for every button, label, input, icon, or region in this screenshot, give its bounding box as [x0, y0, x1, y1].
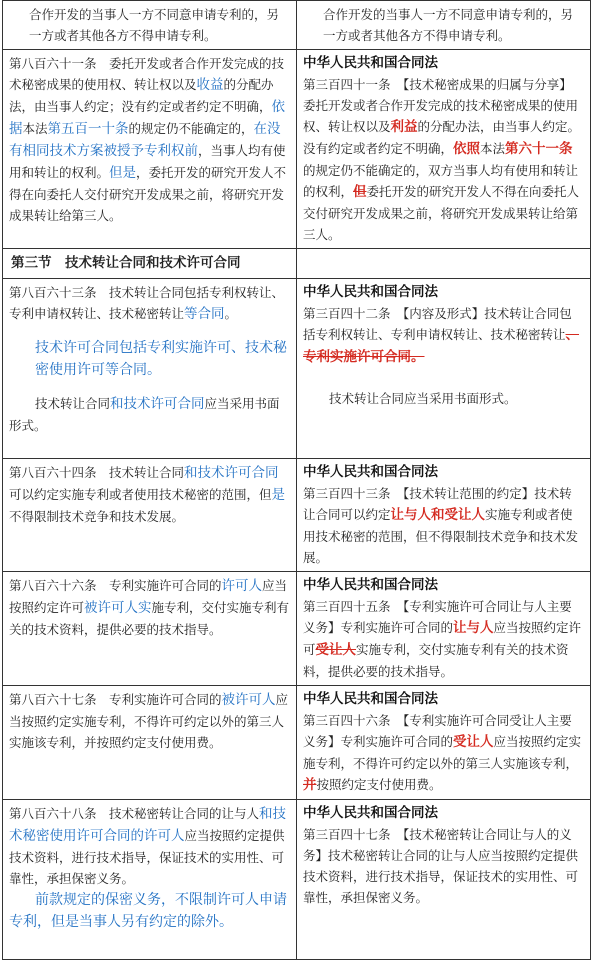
added-text: 等合同 [184, 306, 225, 322]
cell-text: 第三百四十一条 【技术秘密成果的归属与分享】委托开发或者合作开发完成的技术秘密成果的使用权、转让权以及 [303, 77, 579, 134]
deleted-text: 受让人 [315, 642, 357, 658]
added-text: 前款规定的保密义务，不限制许可人申请专利，但是当事人另有约定的除外。 [9, 892, 287, 930]
cell-text: 第三百四十三条 【技术转让范围的约定】技术转让合同可以约定 [303, 486, 572, 522]
added-text: 许可人 [221, 578, 263, 594]
law-title: 中华人民共和国合同法 [303, 691, 438, 707]
cell-text: 的分配办法，由当事人约定。没有约定或者约定不明确， [303, 119, 581, 156]
table-row [3, 572, 591, 686]
old-law-cell [297, 572, 591, 686]
cell-text: 委托开发的研究开发人不得在向委托人交付研究开发成果之前，将研究开发成果转让给第三人。 [303, 184, 580, 242]
section-row [3, 249, 591, 279]
cell-text: ，当事人均有使用和转让的权利。 [9, 143, 286, 180]
law-title: 中华人民共和国合同法 [303, 805, 438, 821]
cell-text: 第八百六十七条 专利实施许可合同的 [9, 692, 222, 707]
table-row [3, 1, 591, 50]
cell-text: 的规定仍不能确定的， [128, 121, 254, 136]
table-row [3, 279, 591, 459]
added-text: 和技术许可合同 [110, 396, 205, 412]
old-law-cell [297, 686, 591, 800]
changed-text: 第六十一条 [505, 141, 573, 157]
changed-text: 让与人 [453, 620, 494, 636]
added-text: 是 [271, 487, 286, 503]
cell-text: 按照约定支付使用费。 [316, 777, 442, 792]
table-row [3, 50, 591, 249]
old-law-cell [297, 279, 591, 459]
law-title: 中华人民共和国合同法 [303, 577, 438, 593]
old-law-cell [297, 1, 591, 50]
added-text: 收益 [196, 77, 224, 93]
added-text: 被许可人实 [84, 600, 152, 616]
new-law-cell [3, 686, 297, 800]
cell-text: 应当按照约定实施专利，不得许可约定以外的第三人实施该专利， [303, 734, 582, 771]
cell-text: 应当按照约定许可 [303, 620, 582, 657]
cell-text: 可以约定实施专利或者使用技术秘密的范围，但 [9, 487, 272, 502]
new-law-cell [3, 800, 297, 960]
old-law-cell [297, 800, 591, 960]
cell-text: 应当按照约定提供技术资料，进行技术指导，保证技术的实用性、可靠性，承担保密义务。 [9, 828, 285, 886]
cell-text: 技术转让合同 [35, 396, 111, 411]
table-row [3, 459, 591, 572]
old-law-cell [297, 50, 591, 249]
changed-text: 依照 [453, 141, 481, 157]
old-law-cell [297, 459, 591, 572]
cell-text: 第八百六十四条 技术转让合同 [9, 465, 185, 480]
table-row [3, 800, 591, 960]
new-law-cell [3, 279, 297, 459]
section-title [3, 249, 297, 279]
cell-text: 第八百六十一条 委托开发或者合作开发完成的技术秘密成果的使用权、转让权以及 [9, 56, 285, 92]
added-text: 依据 [9, 99, 286, 137]
cell-text: 应当按照约定许可 [9, 578, 288, 615]
cell-text: 第八百六十三条 技术转让合同包括专利权转让、专利申请权转让、技术秘密转让 [9, 285, 285, 321]
added-text: 第五百一十条 [47, 121, 129, 137]
cell-text: 施专利，交付实施专利有关的技术资料，提供必要的技术指导。 [9, 600, 290, 637]
added-text: 在没有相同技术方案被授予专利权前 [9, 121, 281, 159]
changed-text: 利益 [390, 119, 418, 135]
cell-text: 第三百四十二条 【内容及形式】技术转让合同包括专利权转让、专利申请权转让、技术秘密转让 [303, 306, 572, 342]
law-title: 中华人民共和国合同法 [303, 284, 438, 300]
cell-text: 。 [224, 306, 238, 321]
law-title: 中华人民共和国合同法 [303, 55, 438, 71]
cell-text: 的规定仍不能确定的，双方当事人均有使用和转让的权利， [303, 163, 579, 199]
changed-text: 受让人 [453, 734, 494, 750]
new-law-cell [3, 459, 297, 572]
section-empty [297, 249, 591, 279]
cell-text: ，委托开发的研究开发人不得在向委托人交付研究开发成果之前，将研究开发成果转让给第三人。 [9, 165, 287, 223]
section-title-text: 第三节 技术转让合同和技术许可合同 [11, 255, 241, 271]
cell-text: 第八百六十六条 专利实施许可合同的 [9, 578, 222, 593]
cell-text: 第三百四十七条 【技术秘密转让合同让与人的义务】技术秘密转让合同的让与人应当按照约定提供技术资料，进行技术指导，保证技术的实用性、可靠性，承担保密义务。 [303, 827, 579, 905]
new-law-cell [3, 572, 297, 686]
table-row [3, 686, 591, 800]
added-text: 但是 [109, 165, 137, 181]
cell-text: 合作开发的当事人一方不同意申请专利的，另一方或者其他各方不得申请专利。 [323, 7, 574, 43]
added-text: 和技术许可合同 [184, 465, 279, 481]
cell-text: 应当按照约定实施专利，不得许可约定以外的第三人实施该专利，并按照约定支付使用费。 [9, 692, 289, 750]
cell-text: 第三百四十六条 【专利实施许可合同受让人主要义务】专利实施许可合同的 [303, 713, 572, 749]
deleted-text: 并 [303, 777, 317, 793]
cell-text: 的分配办法，由当事人约定；没有约定或者约定不明确， [9, 77, 274, 114]
added-text: 被许可人 [221, 692, 276, 708]
added-text: 技术许可合同包括专利实施许可、技术秘密使用许可等合同。 [35, 340, 287, 378]
new-law-cell [3, 50, 297, 249]
cell-text: 第三百四十五条 【专利实施许可合同让与人主要义务】专利实施许可合同的 [303, 599, 572, 635]
deleted-text: 但 [353, 184, 367, 200]
cell-text: 应当采用书面形式。 [9, 396, 280, 433]
cell-text: 第八百六十八条 技术秘密转让合同的让与人 [9, 806, 260, 821]
deleted-text: 、专利实施许可合同。 [303, 327, 580, 365]
changed-text: 让与人和受让人 [390, 507, 486, 523]
cell-text: 实施专利或者使用技术秘密的范围，但不得限制技术竞争和技术发展。 [303, 507, 579, 565]
law-title: 中华人民共和国合同法 [303, 464, 438, 480]
cell-text: 本法 [480, 141, 506, 156]
new-law-cell [3, 1, 297, 50]
comparison-table [2, 0, 591, 960]
cell-text: 技术转让合同应当采用书面形式。 [329, 391, 517, 406]
cell-text: 合作开发的当事人一方不同意申请专利的，另一方或者其他各方不得申请专利。 [29, 7, 280, 43]
cell-text: 本法 [22, 121, 48, 136]
cell-text: 实施专利，交付实施专利有关的技术资料，提供必要的技术指导。 [303, 642, 569, 679]
cell-text: 不得限制技术竞争和技术发展。 [9, 509, 185, 524]
added-text: 和技术秘密使用许可合同的许可人 [9, 806, 287, 844]
